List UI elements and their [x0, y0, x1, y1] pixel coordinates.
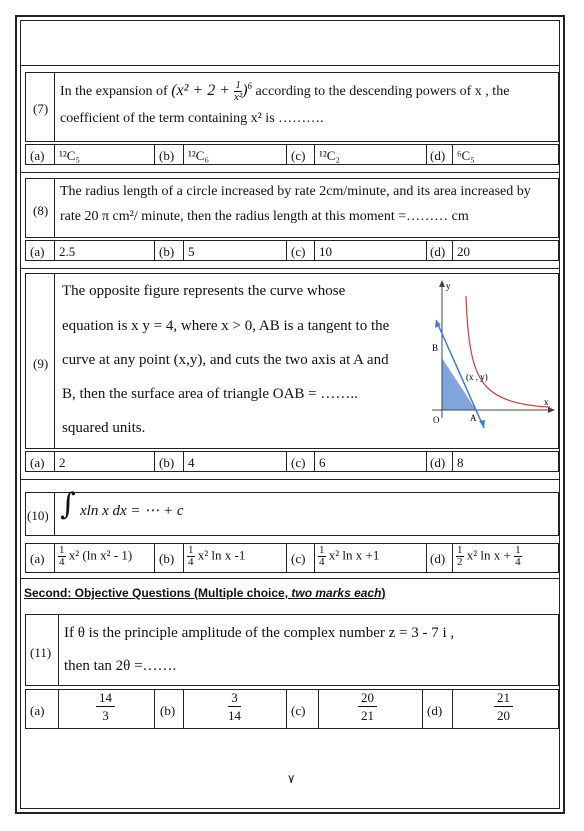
q7-option-d[interactable]: ⁶C₅ — [457, 148, 475, 163]
q11-c-denominator: 21 — [361, 708, 374, 723]
q8-option-c-label: (c) — [291, 244, 306, 259]
section-heading-text: Second: Objective Questions (Multiple choice, — [24, 586, 292, 600]
divider — [426, 543, 427, 573]
divider — [286, 543, 287, 573]
q9-option-a-label: (a) — [30, 455, 45, 470]
divider — [286, 451, 287, 472]
point-xy-label: (x , y) — [466, 372, 488, 382]
q10-option-a-label: (a) — [30, 551, 45, 566]
q11-b-denominator: 14 — [228, 708, 241, 723]
tangent-arrow-bottom — [479, 420, 485, 428]
q7-option-b[interactable]: ¹²C₆ — [188, 148, 209, 163]
divider — [318, 689, 319, 729]
q9-option-b-label: (b) — [159, 455, 175, 470]
section-heading-emphasis: two marks each — [291, 586, 382, 600]
divider — [452, 543, 453, 573]
section-heading — [24, 586, 385, 600]
q7-line2: coefficient of the term containing x² is ………. — [60, 111, 324, 126]
q11-option-d[interactable] — [494, 691, 513, 722]
q10-number: (10) — [27, 508, 49, 523]
divider — [154, 543, 155, 573]
q11-a-numerator: 14 — [96, 691, 115, 707]
divider — [314, 240, 315, 261]
q10-option-c[interactable] — [318, 545, 379, 568]
q10-option-c-text: x² ln x +1 — [328, 547, 380, 563]
q9-line3: curve at any point (x,y), and cuts the two axis at A and — [62, 352, 389, 368]
q11-number: (11) — [30, 645, 52, 660]
q10-b-quarter: $\frac{1}{4}$ — [188, 544, 194, 568]
q11-option-a[interactable] — [96, 691, 115, 722]
triangle-oab-fill — [442, 358, 476, 410]
divider — [154, 689, 155, 729]
q7-option-d-label: (d) — [430, 148, 446, 163]
q11-option-b[interactable] — [228, 691, 241, 722]
divider — [54, 72, 55, 142]
separator — [20, 578, 560, 579]
q7-option-a-label: (a) — [30, 148, 45, 163]
section-heading-close: ) — [381, 586, 386, 600]
q10-option-a-text: x² (ln x² - 1) — [68, 547, 133, 563]
divider — [183, 451, 184, 472]
q10-d-half: $\frac{1}{2}$ — [457, 544, 463, 568]
q10-option-b[interactable] — [187, 545, 245, 568]
q11-option-b-label: (b) — [160, 703, 176, 718]
divider — [314, 451, 315, 472]
q10-a-quarter: $\frac{1}{4}$ — [59, 544, 65, 568]
q9-line4: B, then the surface area of triangle OAB = …….. — [62, 386, 358, 402]
q10-integral: xln x dx = ⋯ + c — [80, 503, 184, 519]
y-label: y — [446, 281, 451, 291]
q7-number: (7) — [33, 101, 49, 116]
q11-option-c[interactable] — [358, 691, 377, 722]
q9-option-c[interactable]: 6 — [319, 455, 326, 470]
q9-line2: equation is x y = 4, where x > 0, AB is a tangent to the — [62, 318, 390, 334]
q7-line1-end: according to the descending powers of x , the — [252, 84, 510, 100]
q8-line1: The radius length of a circle increased by rate 2cm/minute, and its area increased by — [60, 184, 531, 199]
divider — [54, 492, 55, 536]
q10-option-d-label: (d) — [430, 551, 446, 566]
origin-label: O — [433, 415, 440, 425]
divider — [58, 614, 59, 686]
divider — [286, 144, 287, 165]
q9-number: (9) — [33, 356, 49, 371]
q9-option-a[interactable]: 2 — [59, 455, 66, 470]
divider — [286, 240, 287, 261]
q9-line5: squared units. — [62, 420, 146, 436]
q7-option-c[interactable]: ¹²C₂ — [319, 148, 340, 163]
q8-option-b-label: (b) — [159, 244, 175, 259]
divider — [154, 240, 155, 261]
q8-option-b[interactable]: 5 — [188, 244, 195, 259]
q10-d-quarter: $\frac{1}{4}$ — [515, 544, 521, 568]
q7-option-c-label: (c) — [291, 148, 306, 163]
point-a-label: A — [470, 413, 477, 423]
q7-option-b-label: (b) — [159, 148, 175, 163]
divider — [54, 240, 55, 261]
q11-d-denominator: 20 — [497, 708, 510, 723]
q9-option-c-label: (c) — [291, 455, 306, 470]
q11-a-denominator: 3 — [102, 708, 109, 723]
q11-c-numerator: 20 — [358, 691, 377, 707]
q9-option-b[interactable]: 4 — [188, 455, 195, 470]
divider — [452, 451, 453, 472]
divider — [58, 689, 59, 729]
q10-c-quarter: $\frac{1}{4}$ — [319, 544, 325, 568]
divider — [183, 543, 184, 573]
q7-line1 — [60, 80, 509, 103]
q7-line1-start: In the expansion of — [60, 84, 172, 100]
divider — [154, 144, 155, 165]
q8-option-d-label: (d) — [430, 244, 446, 259]
separator — [20, 172, 560, 173]
divider — [452, 144, 453, 165]
q10-option-d[interactable] — [456, 545, 522, 568]
divider — [286, 689, 287, 729]
divider — [154, 451, 155, 472]
divider — [183, 240, 184, 261]
q11-option-c-label: (c) — [291, 703, 306, 718]
divider — [314, 144, 315, 165]
divider — [54, 178, 55, 238]
separator — [20, 65, 560, 66]
q11-option-a-label: (a) — [30, 703, 45, 718]
divider — [426, 451, 427, 472]
divider — [183, 689, 184, 729]
q9-option-d-label: (d) — [430, 455, 446, 470]
q11-option-d-label: (d) — [427, 703, 443, 718]
divider — [314, 543, 315, 573]
q10-option-b-label: (b) — [159, 551, 175, 566]
x-axis-arrow — [548, 407, 555, 413]
tangent-arrow-top — [435, 320, 441, 328]
separator — [20, 479, 560, 480]
q9-line1: The opposite figure represents the curve whose — [62, 283, 346, 299]
q8-number: (8) — [33, 203, 49, 218]
q10-option-b-text: x² ln x -1 — [197, 547, 246, 563]
curve-xy-4 — [466, 296, 550, 407]
q7-power: 6 — [247, 81, 253, 92]
divider — [183, 144, 184, 165]
divider — [54, 543, 55, 573]
q11-line2: then tan 2θ =……. — [64, 658, 177, 674]
divider — [422, 689, 423, 729]
q7-expression: (x² + 2 + $\frac{1}{\text{x²}}$ )$^6$ — [171, 79, 253, 103]
divider — [54, 451, 55, 472]
q9-option-d[interactable]: 8 — [457, 455, 464, 470]
page-number: ٧ — [288, 772, 295, 786]
q8-option-a[interactable]: 2.5 — [59, 244, 76, 259]
q8-line2: rate 20 π cm²/ minute, then the radius length at this moment =……… cm — [60, 209, 469, 224]
q7-option-a[interactable]: ¹²C₅ — [59, 148, 80, 163]
q8-option-a-label: (a) — [30, 244, 45, 259]
q9-figure-hyperbola — [428, 278, 558, 438]
divider — [426, 240, 427, 261]
divider — [54, 273, 55, 449]
integral-sign: ∫ — [60, 487, 76, 522]
divider — [426, 144, 427, 165]
q8-option-c[interactable]: 10 — [319, 244, 332, 259]
q11-line1: If θ is the principle amplitude of the complex number z = 3 - 7 i , — [64, 625, 455, 641]
q10-option-c-label: (c) — [291, 551, 306, 566]
q11-b-numerator: 3 — [228, 691, 241, 707]
point-b-label: B — [432, 343, 439, 353]
y-axis-arrow — [439, 280, 445, 287]
divider — [452, 689, 453, 729]
q10-option-a[interactable] — [58, 545, 132, 568]
q10-option-d-text: x² ln x + — [466, 547, 511, 563]
q8-option-d[interactable]: 20 — [457, 244, 470, 259]
x-label: x — [544, 397, 549, 407]
divider — [452, 240, 453, 261]
q11-d-numerator: 21 — [494, 691, 513, 707]
divider — [54, 144, 55, 165]
separator — [20, 268, 560, 269]
